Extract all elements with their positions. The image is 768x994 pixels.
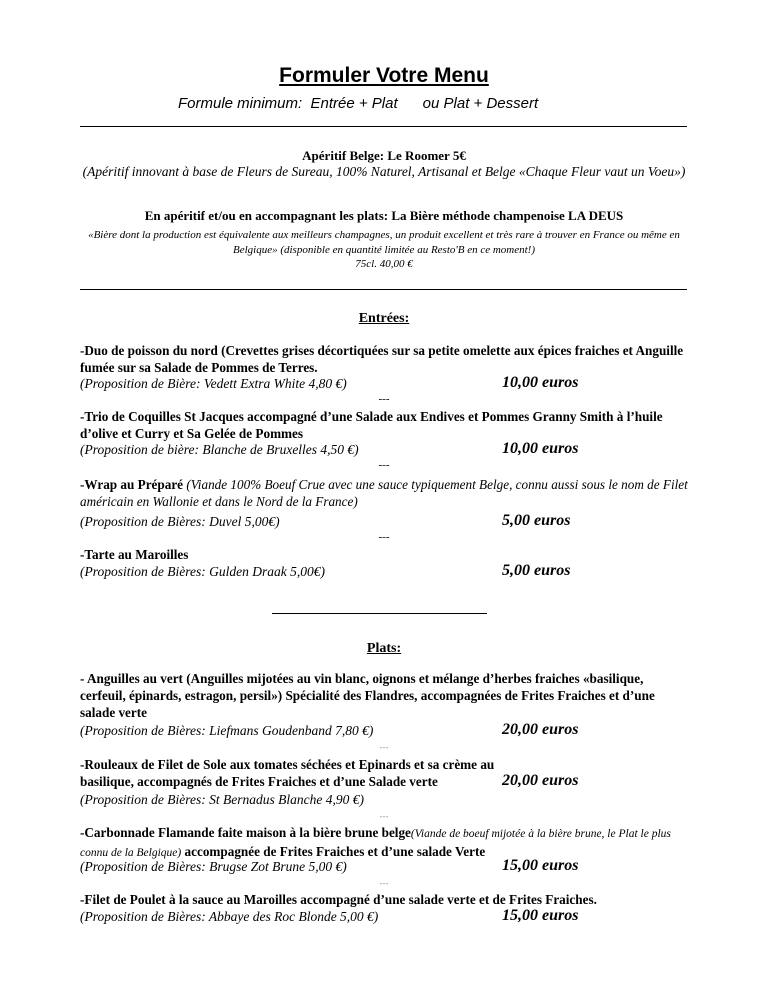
plat-name: -Carbonnade Flamande faite maison à la bière brune belge [80,825,411,840]
entree-wrap [80,476,692,510]
separator: --- [379,811,389,821]
entree-pairing: (Proposition de Bière: Vedett Extra White 4,80 €) [80,376,347,391]
plat-name: -Rouleaux de Filet de Sole aux tomates séchées et Epinards et sa crème au basilique, accompagnés de Frites Fraiches et d’une Salade verte [80,757,495,789]
plat-price: 20,00 euros [502,721,579,738]
plats-heading: Plats: [366,641,402,656]
plat-detail: (Viande de boeuf mijotée à la bière brune, le Plat le plus connu de la Belgique) [80,828,671,859]
entree-price: 10,00 euros [502,440,579,457]
deus-price: 75cl. 40,00 € [355,258,413,270]
aperitif-description: (Apéritif innovant à base de Fleurs de Sureau, 100% Naturel, Artisanal et Belge «Chaque Fleur vaut un Voeu») [82,164,686,179]
entree-name: -Tarte au Maroilles [80,547,189,562]
plat-price: 20,00 euros [502,772,579,789]
entree-name: -Wrap au Préparé [80,477,184,492]
separator: --- [378,393,390,405]
plat-name-end: accompagnée de Frites Fraiches et d’une salade Verte [181,844,486,859]
plat-pairing: (Proposition de Bières: Brugse Zot Brune 5,00 €) [80,859,347,874]
plat-name: -Filet de Poulet à la sauce au Maroilles accompagné d’une salade verte et de Frites Fraiches. [80,892,597,907]
separator: --- [378,459,390,471]
section-divider [272,613,487,614]
plat-pairing: (Proposition de Bières: Abbaye des Roc Blonde 5,00 €) [80,909,379,924]
plat-name: - Anguilles au vert (Anguilles mijotées au vin blanc, oignons et mélange d’herbes fraiches «basilique, cerfeuil, épinards, estragon, persil») Spécialité des Flandres, accompagnées de Frites Fraiches et d’une salade verte [80,671,655,720]
divider [80,126,687,127]
plat-price: 15,00 euros [502,857,579,874]
plat-pairing: (Proposition de Bières: Liefmans Goudenband 7,80 €) [80,723,374,738]
separator: --- [379,742,389,752]
separator: --- [379,878,389,888]
plat-carbonnade [80,824,692,862]
entrees-heading: Entrées: [358,311,410,326]
entree-name: -Trio de Coquilles St Jacques accompagné d’une Salade aux Endives et Pommes Granny Smith à l’huile d’olive et Curry et Sa Gelée de Pommes [80,409,663,441]
page-subtitle: Formule minimum: Entrée + Plat ou Plat + Dessert [178,95,539,112]
entree-detail: (Viande 100% Boeuf Crue avec une sauce typiquement Belge, connu aussi sous le nom de Filet américain en Wallonie et dans le Nord de la France) [80,477,688,509]
page-title: Formuler Votre Menu [279,64,489,87]
entree-name: -Duo de poisson du nord (Crevettes grises décortiquées sur sa petite omelette aux épices fraiches et Anguille fumée sur sa Salade de Pommes de Terres. [80,343,684,375]
entree-pairing: (Proposition de Bières: Duvel 5,00€) [80,514,280,529]
deus-description: «Bière dont la production est équivalente aux meilleurs champagnes, un produit excellent et très rare à trouver en France ou même en Belgique» (disponible en quantité limitée au Resto'B en ce moment!) [88,229,680,256]
divider [80,289,687,290]
entree-pairing: (Proposition de bière: Blanche de Bruxelles 4,50 €) [80,442,359,457]
plat-pairing: (Proposition de Bières: St Bernadus Blanche 4,90 €) [80,792,364,807]
entree-price: 5,00 euros [502,562,571,579]
deus-title: En apéritif et/ou en accompagnant les plats: La Bière méthode champenoise LA DEUS [144,208,624,223]
entree-price: 10,00 euros [502,374,579,391]
entree-pairing: (Proposition de Bières: Gulden Draak 5,00€) [80,564,325,579]
plat-price: 15,00 euros [502,907,579,924]
separator: --- [378,531,390,543]
entree-price: 5,00 euros [502,512,571,529]
aperitif-title: Apéritif Belge: Le Roomer 5€ [302,148,466,163]
